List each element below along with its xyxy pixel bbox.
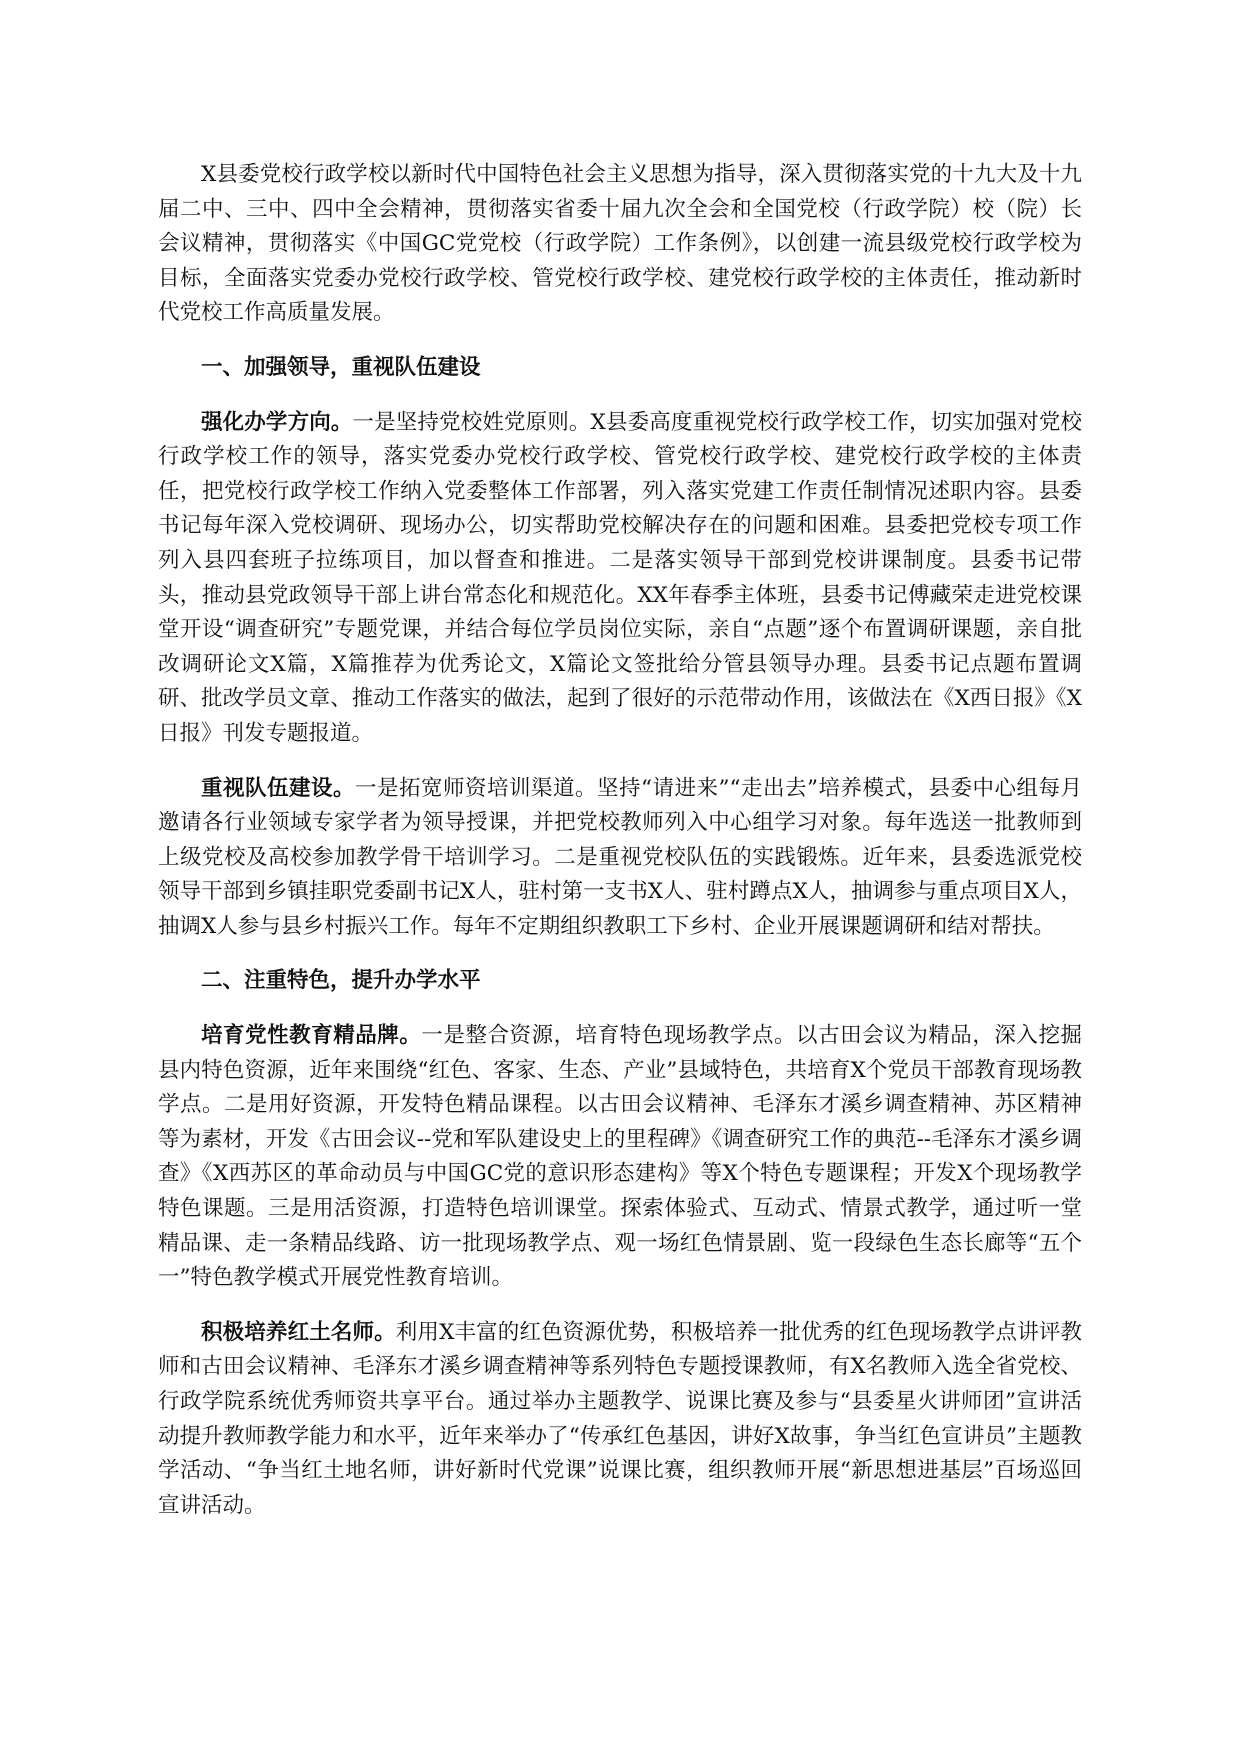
section-heading-1: 一、加强领导，重视队伍建设 <box>201 354 481 380</box>
intro-paragraph: X县委党校行政学校以新时代中国特色社会主义思想为指导，深入贯彻落实党的十九大及十九届二中、三中、四中全会精神，贯彻落实省委十届九次全会和全国党校（行政学院）校（院）长会议精神，贯彻落实《中国GC党党校（行政学院）工作条例》，以创建一流县级党校行政学校为目标，全面落实党委办党校行政学校、管党校行政学校、建党校行政学校的主体责任，推动新时代党校工作高质量发展。 <box>158 162 1082 326</box>
document-page <box>158 158 1082 1543</box>
paragraph-lead: 积极培养红土名师。 <box>201 1319 396 1345</box>
paragraph-lead: 强化办学方向。 <box>201 409 353 435</box>
paragraph-body: 一是拓宽师资培训渠道。坚持“请进来”“走出去”培养模式，县委中心组每月邀请各行业领域专家学者为领导授课，并把党校教师列入中心组学习对象。每年选送一批教师到上级党校及高校参加教学骨干培训学习。二是重视党校队伍的实践锻炼。近年来，县委选派党校领导干部到乡镇挂职党委副书记X人，驻村第一支书X人、驻村蹲点X人，抽调参与重点项目X人，抽调X人参与县乡村振兴工作。每年不定期组织教职工下乡村、企业开展课题调研和结对帮扶。 <box>158 775 1082 939</box>
paragraph-body: 一是整合资源，培育特色现场教学点。以古田会议为精品，深入挖掘县内特色资源，近年来围绕“红色、客家、生态、产业”县域特色，共培育X个党员干部教育现场教学点。二是用好资源，开发特色精品课程。以古田会议精神、毛泽东才溪乡调查精神、苏区精神等为素材，开发《古田会议--党和军队建设史上的里程碑》《调查研究工作的典范--毛泽东才溪乡调查》《X西苏区的革命动员与中国GC党的意识形态建构》等X个特色专题课程；开发X个现场教学特色课题。三是用活资源，打造特色培训课堂。探索体验式、互动式、情景式教学，通过听一堂精品课、走一条精品线路、访一批现场教学点、观一场红色情景剧、览一段绿色生态长廊等“五个一”特色教学模式开展党性教育培训。 <box>158 1023 1082 1291</box>
paragraph-body: 利用X丰富的红色资源优势，积极培养一批优秀的红色现场教学点讲评教师和古田会议精神、毛泽东才溪乡调查精神等系列特色专题授课教师，有X名教师入选全省党校、行政学院系统优秀师资共享平台。通过举办主题教学、说课比赛及参与“县委星火讲师团”宣讲活动提升教师教学能力和水平，近年来举办了“传承红色基因，讲好X故事，争当红色宣讲员”主题教学活动、“争当红土地名师，讲好新时代党课”说课比赛，组织教师开展“新思想进基层”百场巡回宣讲活动。 <box>158 1319 1082 1518</box>
paragraph-party-education-brand <box>158 1019 1082 1296</box>
paragraph-body: 一是坚持党校姓党原则。X县委高度重视党校行政学校工作，切实加强对党校行政学校工作的领导，落实党委办党校行政学校、管党校行政学校、建党校行政学校的主体责任，把党校行政学校工作纳入党委整体工作部署，列入落实党建工作责任制情况述职内容。县委书记每年深入党校调研、现场办公，切实帮助党校解决存在的问题和困难。县委把党校专项工作列入县四套班子拉练项目，加以督查和推进。二是落实领导干部到党校讲课制度。县委书记带头，推动县党政领导干部上讲台常态化和规范化。XX年春季主体班，县委书记傅藏荣走进党校课堂开设“调查研究”专题党课，并结合每位学员岗位实际，亲自“点题”逐个布置调研课题，亲自批改调研论文X篇，X篇推荐为优秀论文，X篇论文签批给分管县领导办理。县委书记点题布置调研、批改学员文章、推动工作落实的做法，起到了很好的示范带动作用，该做法在《X西日报》《X日报》刊发专题报道。 <box>158 409 1082 746</box>
paragraph-red-teachers <box>158 1316 1082 1524</box>
paragraph-lead: 培育党性教育精品牌。 <box>201 1023 422 1049</box>
paragraph-team-building <box>158 772 1082 945</box>
paragraph-lead: 重视队伍建设。 <box>201 775 356 801</box>
paragraph-strengthen-direction <box>158 406 1082 752</box>
section-heading-2: 二、注重特色，提升办学水平 <box>201 968 481 994</box>
